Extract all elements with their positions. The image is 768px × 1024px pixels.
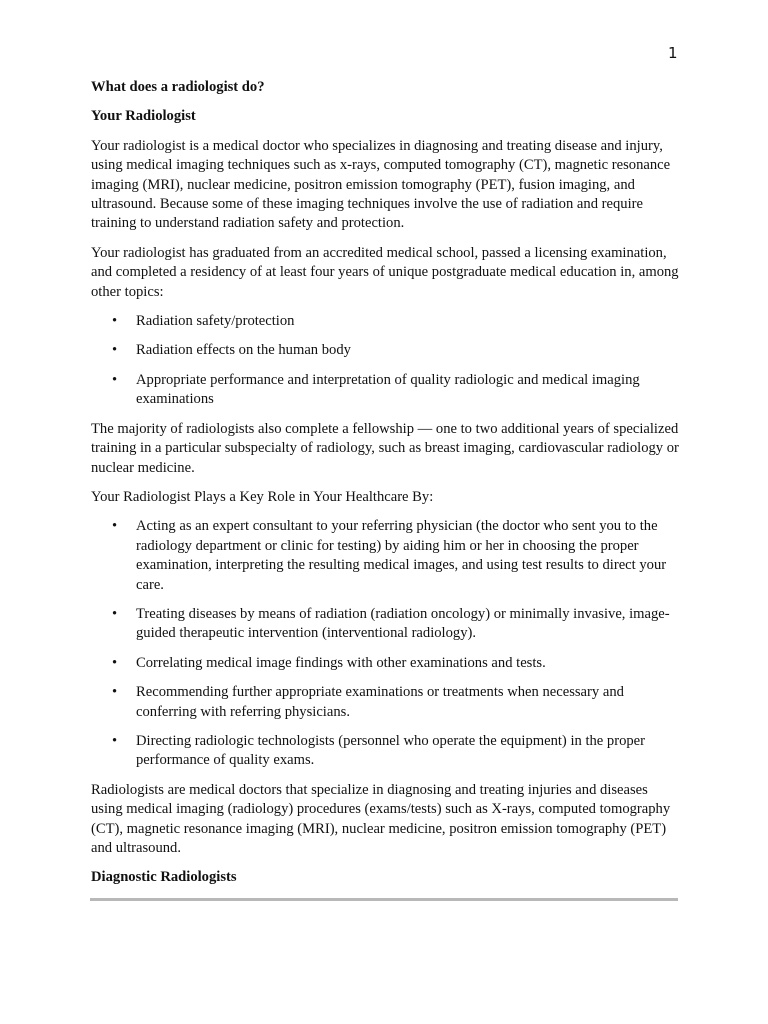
list-item-text: Treating diseases by means of radiation (radiation oncology) or minimally invasive, image-guided therapeutic intervention (interventional radiology). xyxy=(136,605,670,642)
list-item-text: Acting as an expert consultant to your referring physician (the doctor who sent you to the radiology department or clinic for testing) by aiding him or her in choosing the proper examination, interpreting the resulting medical images, and using test results to direct your care. xyxy=(136,518,667,593)
document-title: What does a radiologist do? xyxy=(91,79,265,95)
list-item-text: Radiation effects on the human body xyxy=(136,342,351,359)
page-number: 1 xyxy=(668,44,678,62)
paragraph-fellowship: The majority of radiologists also complete a fellowship — one to two additional years of specialized training in a particular subspecialty of radiology, such as breast imaging, cardiovascular radiology or nuclear medicine. xyxy=(91,420,679,476)
bullet-icon: • xyxy=(112,605,118,622)
list-item xyxy=(91,732,681,771)
key-role-list xyxy=(91,517,681,770)
horizontal-divider xyxy=(90,898,678,901)
bullet-icon: • xyxy=(112,732,118,749)
list-item xyxy=(91,605,681,644)
bullet-icon: • xyxy=(112,684,118,701)
list-item xyxy=(91,341,681,360)
bullet-icon: • xyxy=(112,342,118,359)
training-topics-list xyxy=(91,312,681,410)
document-body xyxy=(91,78,681,898)
bullet-icon: • xyxy=(112,518,118,535)
bullet-icon: • xyxy=(112,371,118,388)
list-item xyxy=(91,683,681,722)
list-item-text: Directing radiologic technologists (personnel who operate the equipment) in the proper performance of quality exams. xyxy=(136,732,646,769)
list-item-text: Radiation safety/protection xyxy=(136,313,295,330)
paragraph-intro: Your radiologist is a medical doctor who specializes in diagnosing and treating disease and injury, using medical imaging techniques such as x-rays, computed tomography (CT), magnetic resonance imaging (MRI), nuclear medicine, positron emission tomography (PET), fusion imaging, and ultrasound. Because some of these imaging techniques involve the use of radiation and require training to understand radiation safety and protection. xyxy=(91,137,671,232)
section-heading-your-radiologist: Your Radiologist xyxy=(91,108,196,125)
list-item xyxy=(91,654,681,673)
list-item xyxy=(91,517,681,595)
list-item xyxy=(91,312,681,331)
list-item-text: Recommending further appropriate examinations or treatments when necessary and conferring with referring physicians. xyxy=(136,684,624,720)
list-item-text: Correlating medical image findings with other examinations and tests. xyxy=(136,654,546,671)
paragraph-training: Your radiologist has graduated from an accredited medical school, passed a licensing examination, and completed a residency of at least four years of unique postgraduate medical education in, among other topics: xyxy=(91,244,679,300)
bullet-icon: • xyxy=(112,313,118,330)
list-item-text: Appropriate performance and interpretation of quality radiologic and medical imaging examinations xyxy=(136,371,640,408)
paragraph-summary: Radiologists are medical doctors that specialize in diagnosing and treating injuries and diseases using medical imaging (radiology) procedures (exams/tests) such as X-rays, computed tomography (CT), magnetic resonance imaging (MRI), nuclear medicine, positron emission tomography (PET) and ultrasound. xyxy=(91,781,671,856)
paragraph-key-role: Your Radiologist Plays a Key Role in Your Healthcare By: xyxy=(91,488,434,505)
bullet-icon: • xyxy=(112,654,118,671)
section-heading-diagnostic-radiologists: Diagnostic Radiologists xyxy=(91,869,237,886)
list-item xyxy=(91,371,681,410)
